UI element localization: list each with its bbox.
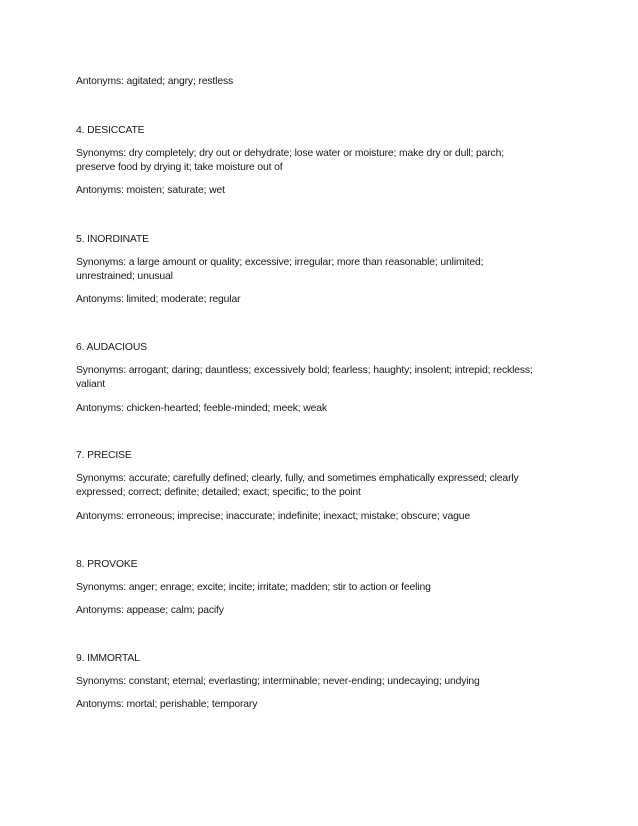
synonyms-line: Synonyms: dry completely; dry out or dehydrate; lose water or moisture; make dry or dull; parch; — [76, 148, 504, 159]
antonyms-line: Antonyms: chicken-hearted; feeble-minded; meek; weak — [76, 403, 327, 414]
antonyms-line: Antonyms: agitated; angry; restless — [76, 76, 234, 87]
synonyms-line: Synonyms: constant; eternal; everlasting; interminable; never-ending; undecaying; undying — [76, 676, 480, 687]
entry-heading-inordinate: 5. INORDINATE — [76, 234, 149, 245]
synonyms-line: Synonyms: anger; enrage; excite; incite; irritate; madden; stir to action or feeling — [76, 582, 431, 593]
synonyms-line-continued: valiant — [76, 379, 105, 390]
synonyms-line: Synonyms: a large amount or quality; excessive; irregular; more than reasonable; unlimited; — [76, 257, 484, 268]
antonyms-line: Antonyms: appease; calm; pacify — [76, 605, 224, 616]
antonyms-line: Antonyms: erroneous; imprecise; inaccurate; indefinite; inexact; mistake; obscure; vague — [76, 511, 470, 522]
entry-heading-precise: 7. PRECISE — [76, 450, 132, 461]
synonyms-line: Synonyms: arrogant; daring; dauntless; excessively bold; fearless; haughty; insolent; intrepid; reckless; — [76, 365, 533, 376]
synonyms-line-continued: expressed; correct; definite; detailed; exact; specific; to the point — [76, 487, 361, 498]
entry-heading-desiccate: 4. DESICCATE — [76, 125, 145, 136]
synonyms-line: Synonyms: accurate; carefully defined; clearly, fully, and sometimes emphatically expressed; clearly — [76, 473, 519, 484]
entry-heading-audacious: 6. AUDACIOUS — [76, 342, 147, 353]
antonyms-line: Antonyms: moisten; saturate; wet — [76, 185, 225, 196]
synonyms-line-continued: unrestrained; unusual — [76, 271, 173, 282]
entry-heading-immortal: 9. IMMORTAL — [76, 653, 140, 664]
entry-heading-provoke: 8. PROVOKE — [76, 559, 138, 570]
antonyms-line: Antonyms: mortal; perishable; temporary — [76, 699, 258, 710]
antonyms-line: Antonyms: limited; moderate; regular — [76, 294, 241, 305]
synonyms-line-continued: preserve food by drying it; take moisture out of — [76, 162, 283, 173]
